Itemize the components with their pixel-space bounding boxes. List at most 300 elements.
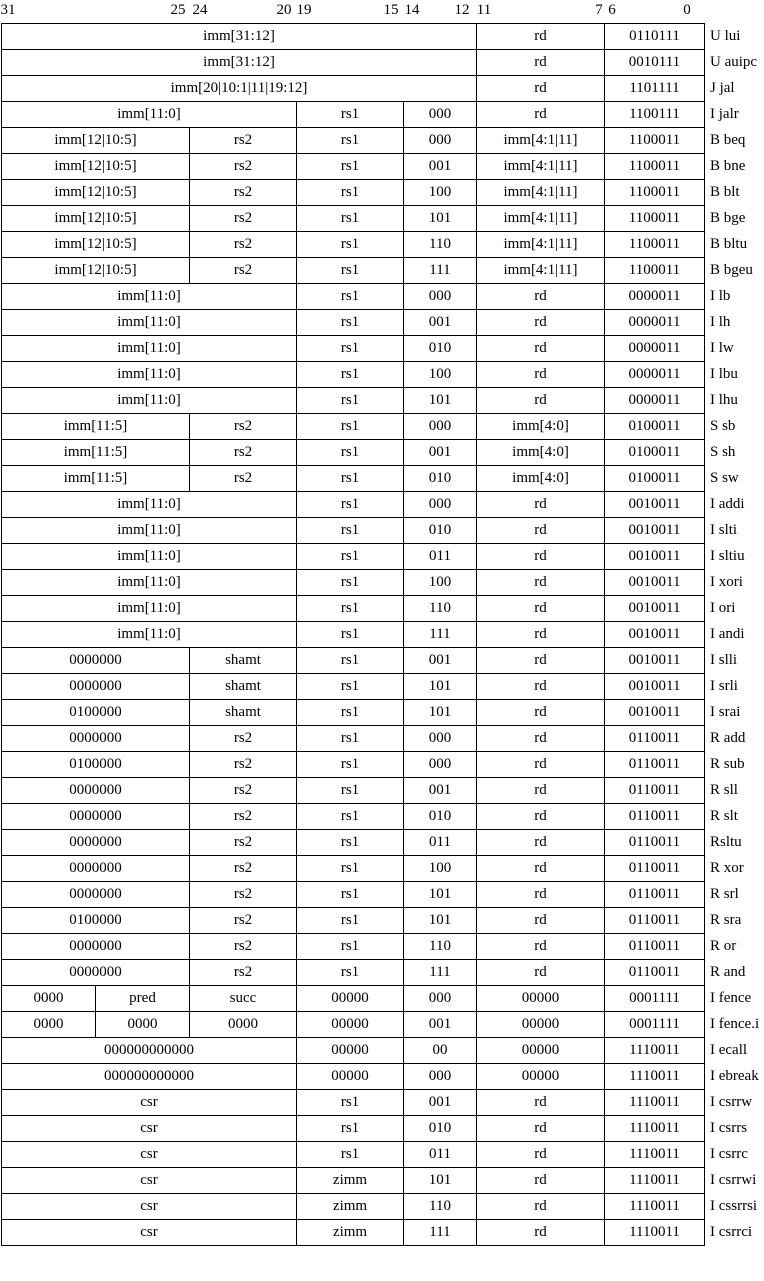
field-cell: 00000 <box>477 1012 605 1038</box>
field-cell: 0000011 <box>605 336 705 362</box>
bit-position-header <box>0 0 764 22</box>
field-cell: 101 <box>404 908 477 934</box>
field-cell: 000 <box>404 284 477 310</box>
instruction-name: I srli <box>710 678 738 694</box>
field-cell: rs1 <box>297 492 404 518</box>
bit-number: 12 <box>454 2 470 18</box>
field-cell: rs1 <box>297 102 404 128</box>
field-cell: 110 <box>404 596 477 622</box>
field-cell: 0100000 <box>2 700 190 726</box>
field-cell: imm[11:0] <box>2 570 297 596</box>
field-cell: 0000000 <box>2 674 190 700</box>
field-cell: imm[31:12] <box>2 24 477 50</box>
field-cell: 00000 <box>297 1038 404 1064</box>
field-cell: 000000000000 <box>2 1064 297 1090</box>
instruction-row <box>2 882 763 908</box>
field-cell: 001 <box>404 778 477 804</box>
field-cell: 0010011 <box>605 570 705 596</box>
field-cell: 1100011 <box>605 206 705 232</box>
instruction-row <box>2 1220 763 1246</box>
field-cell: 0010111 <box>605 50 705 76</box>
field-cell: imm[31:12] <box>2 50 477 76</box>
instruction-row <box>2 1168 763 1194</box>
field-cell: rs1 <box>297 648 404 674</box>
bit-number: 25 <box>170 2 186 18</box>
field-cell: 000 <box>404 102 477 128</box>
instruction-name: R sub <box>710 756 745 772</box>
field-cell: 1100011 <box>605 258 705 284</box>
field-cell: rs1 <box>297 362 404 388</box>
field-cell: 0000011 <box>605 362 705 388</box>
field-cell: imm[11:0] <box>2 518 297 544</box>
field-cell: imm[12|10:5] <box>2 154 190 180</box>
field-cell: rs1 <box>297 466 404 492</box>
field-cell: rd <box>477 622 605 648</box>
field-cell: rs2 <box>190 128 297 154</box>
instruction-name: I sltiu <box>710 548 745 564</box>
field-cell: 100 <box>404 362 477 388</box>
instruction-row <box>2 908 763 934</box>
field-cell: rs2 <box>190 856 297 882</box>
instruction-name: I slli <box>710 652 738 668</box>
field-cell: imm[12|10:5] <box>2 128 190 154</box>
field-cell: rs1 <box>297 180 404 206</box>
field-cell: imm[12|10:5] <box>2 232 190 258</box>
field-cell: 0000 <box>190 1012 297 1038</box>
field-cell: 0110011 <box>605 856 705 882</box>
field-cell: imm[11:0] <box>2 284 297 310</box>
field-cell: 001 <box>404 648 477 674</box>
field-cell: zimm <box>297 1168 404 1194</box>
instruction-name: B bgeu <box>710 262 753 278</box>
field-cell: 0000000 <box>2 648 190 674</box>
instruction-row <box>2 180 763 206</box>
field-cell: rd <box>477 908 605 934</box>
instruction-row <box>2 726 763 752</box>
field-cell: 0010011 <box>605 492 705 518</box>
field-cell: 010 <box>404 466 477 492</box>
field-cell: imm[11:0] <box>2 492 297 518</box>
field-cell: 0000000 <box>2 830 190 856</box>
field-cell: rs1 <box>297 128 404 154</box>
field-cell: 1110011 <box>605 1142 705 1168</box>
instruction-name: I csrrci <box>710 1224 753 1240</box>
field-cell: imm[11:0] <box>2 596 297 622</box>
field-cell: rs2 <box>190 466 297 492</box>
bit-number: 0 <box>683 2 691 18</box>
field-cell: 00000 <box>297 1064 404 1090</box>
field-cell: rs1 <box>297 414 404 440</box>
field-cell: 0100011 <box>605 440 705 466</box>
field-cell: rs2 <box>190 804 297 830</box>
field-cell: 000000000000 <box>2 1038 297 1064</box>
field-cell: rs2 <box>190 232 297 258</box>
field-cell: rs1 <box>297 258 404 284</box>
field-cell: csr <box>2 1090 297 1116</box>
instruction-name: B blt <box>710 184 740 200</box>
field-cell: 0010011 <box>605 544 705 570</box>
instruction-row <box>2 596 763 622</box>
field-cell: rd <box>477 1142 605 1168</box>
field-cell: rd <box>477 856 605 882</box>
field-cell: zimm <box>297 1194 404 1220</box>
field-cell: rs2 <box>190 934 297 960</box>
instruction-name: Rsltu <box>710 834 742 850</box>
instruction-row <box>2 1194 763 1220</box>
field-cell: 0110011 <box>605 830 705 856</box>
field-cell: imm[11:0] <box>2 310 297 336</box>
instruction-name: I addi <box>710 496 745 512</box>
field-cell: imm[4:1|11] <box>477 180 605 206</box>
field-cell: rs1 <box>297 804 404 830</box>
field-cell: imm[4:1|11] <box>477 206 605 232</box>
instruction-row <box>2 336 763 362</box>
field-cell: imm[20|10:1|11|19:12] <box>2 76 477 102</box>
field-cell: 0010011 <box>605 596 705 622</box>
field-cell: 101 <box>404 1168 477 1194</box>
field-cell: rd <box>477 960 605 986</box>
field-cell: rs1 <box>297 206 404 232</box>
instruction-name: S sh <box>710 444 736 460</box>
field-cell: 0010011 <box>605 700 705 726</box>
field-cell: rs1 <box>297 934 404 960</box>
instruction-row <box>2 414 763 440</box>
field-cell: rd <box>477 50 605 76</box>
field-cell: rs1 <box>297 544 404 570</box>
instruction-name: U auipc <box>710 54 758 70</box>
field-cell: rd <box>477 830 605 856</box>
field-cell: succ <box>190 986 297 1012</box>
instruction-row <box>2 102 763 128</box>
field-cell: 011 <box>404 1142 477 1168</box>
field-cell: 0000 <box>2 986 96 1012</box>
field-cell: 000 <box>404 726 477 752</box>
field-cell: csr <box>2 1194 297 1220</box>
instruction-name: I lh <box>710 314 731 330</box>
field-cell: 0100000 <box>2 752 190 778</box>
field-cell: 1100011 <box>605 154 705 180</box>
instruction-row <box>2 1116 763 1142</box>
field-cell: imm[4:1|11] <box>477 128 605 154</box>
field-cell: 0000000 <box>2 960 190 986</box>
field-cell: 100 <box>404 856 477 882</box>
instruction-row <box>2 440 763 466</box>
field-cell: rd <box>477 76 605 102</box>
field-cell: 1110011 <box>605 1090 705 1116</box>
field-cell: rd <box>477 804 605 830</box>
instruction-name: S sb <box>710 418 736 434</box>
instruction-name: R and <box>710 964 746 980</box>
field-cell: imm[4:1|11] <box>477 232 605 258</box>
field-cell: rd <box>477 596 605 622</box>
bit-number: 7 <box>595 2 603 18</box>
instruction-name: I csrrs <box>710 1120 748 1136</box>
field-cell: 0001111 <box>605 986 705 1012</box>
field-cell: rs2 <box>190 726 297 752</box>
instruction-row <box>2 752 763 778</box>
instruction-name: I fence <box>710 990 752 1006</box>
field-cell: rs2 <box>190 960 297 986</box>
field-cell: 1110011 <box>605 1194 705 1220</box>
instruction-name: I lb <box>710 288 731 304</box>
field-cell: rs1 <box>297 856 404 882</box>
field-cell: rs1 <box>297 570 404 596</box>
field-cell: 101 <box>404 674 477 700</box>
field-cell: rs1 <box>297 1142 404 1168</box>
field-cell: 00000 <box>297 986 404 1012</box>
field-cell: 110 <box>404 934 477 960</box>
field-cell: rd <box>477 336 605 362</box>
instruction-name: S sw <box>710 470 739 486</box>
field-cell: rs1 <box>297 440 404 466</box>
field-cell: 0110011 <box>605 778 705 804</box>
instruction-row <box>2 310 763 336</box>
field-cell: shamt <box>190 648 297 674</box>
instruction-row <box>2 674 763 700</box>
field-cell: 0000011 <box>605 388 705 414</box>
instruction-row <box>2 128 763 154</box>
field-cell: imm[11:0] <box>2 388 297 414</box>
field-cell: 000 <box>404 128 477 154</box>
field-cell: 0110011 <box>605 882 705 908</box>
field-cell: 0100011 <box>605 466 705 492</box>
field-cell: rs2 <box>190 440 297 466</box>
instruction-name: R sll <box>710 782 738 798</box>
instruction-name: J jal <box>710 80 735 96</box>
field-cell: imm[4:0] <box>477 440 605 466</box>
field-cell: imm[11:0] <box>2 544 297 570</box>
field-cell: 00000 <box>477 986 605 1012</box>
field-cell: csr <box>2 1220 297 1246</box>
field-cell: rs2 <box>190 206 297 232</box>
field-cell: 0000000 <box>2 726 190 752</box>
instruction-name: I csrrw <box>710 1094 753 1110</box>
instruction-row <box>2 1038 763 1064</box>
instruction-name: I lhu <box>710 392 738 408</box>
field-cell: 0000000 <box>2 882 190 908</box>
instruction-name: R slt <box>710 808 738 824</box>
instruction-name: I ecall <box>710 1042 748 1058</box>
field-cell: 111 <box>404 1220 477 1246</box>
field-cell: rd <box>477 1090 605 1116</box>
field-cell: 0110111 <box>605 24 705 50</box>
field-cell: 0110011 <box>605 726 705 752</box>
instruction-name: I andi <box>710 626 745 642</box>
field-cell: 1100011 <box>605 128 705 154</box>
field-cell: rs2 <box>190 414 297 440</box>
field-cell: 101 <box>404 700 477 726</box>
field-cell: rs2 <box>190 154 297 180</box>
field-cell: 0000 <box>96 1012 190 1038</box>
field-cell: rd <box>477 492 605 518</box>
instruction-row <box>2 1064 763 1090</box>
instruction-name: I jalr <box>710 106 739 122</box>
field-cell: rs1 <box>297 336 404 362</box>
field-cell: 1100011 <box>605 232 705 258</box>
field-cell: 000 <box>404 986 477 1012</box>
instruction-name: I srai <box>710 704 741 720</box>
field-cell: rs1 <box>297 674 404 700</box>
field-cell: rd <box>477 518 605 544</box>
field-cell: imm[12|10:5] <box>2 258 190 284</box>
field-cell: imm[11:0] <box>2 336 297 362</box>
bit-number: 24 <box>192 2 208 18</box>
instruction-name: I ori <box>710 600 736 616</box>
field-cell: rs1 <box>297 778 404 804</box>
instruction-row <box>2 76 763 102</box>
field-cell: 00000 <box>477 1064 605 1090</box>
field-cell: imm[4:1|11] <box>477 258 605 284</box>
instruction-row <box>2 388 763 414</box>
instruction-name: I lbu <box>710 366 738 382</box>
field-cell: 1110011 <box>605 1038 705 1064</box>
bit-number: 20 <box>276 2 292 18</box>
field-cell: rs2 <box>190 830 297 856</box>
field-cell: 0110011 <box>605 752 705 778</box>
field-cell: 0100011 <box>605 414 705 440</box>
field-cell: rd <box>477 674 605 700</box>
instruction-name: I csrrwi <box>710 1172 757 1188</box>
field-cell: imm[12|10:5] <box>2 180 190 206</box>
field-cell: 000 <box>404 1064 477 1090</box>
field-cell: shamt <box>190 674 297 700</box>
instruction-row <box>2 700 763 726</box>
field-cell: 011 <box>404 830 477 856</box>
field-cell: rs1 <box>297 1090 404 1116</box>
field-cell: 001 <box>404 1090 477 1116</box>
bit-number: 15 <box>383 2 399 18</box>
field-cell: 0110011 <box>605 960 705 986</box>
field-cell: rs2 <box>190 908 297 934</box>
instruction-row <box>2 544 763 570</box>
field-cell: 101 <box>404 206 477 232</box>
bit-number: 6 <box>608 2 616 18</box>
instruction-encoding-table <box>1 23 763 1246</box>
field-cell: rd <box>477 1168 605 1194</box>
field-cell: rs1 <box>297 882 404 908</box>
field-cell: shamt <box>190 700 297 726</box>
field-cell: 001 <box>404 440 477 466</box>
instruction-row <box>2 284 763 310</box>
instruction-row <box>2 1142 763 1168</box>
field-cell: zimm <box>297 1220 404 1246</box>
field-cell: 010 <box>404 336 477 362</box>
field-cell: rs2 <box>190 752 297 778</box>
field-cell: 110 <box>404 1194 477 1220</box>
bit-number: 14 <box>404 2 420 18</box>
field-cell: 0000000 <box>2 934 190 960</box>
instruction-row <box>2 856 763 882</box>
field-cell: 1110011 <box>605 1220 705 1246</box>
field-cell: 0000000 <box>2 778 190 804</box>
field-cell: rs2 <box>190 778 297 804</box>
field-cell: rs2 <box>190 882 297 908</box>
instruction-row <box>2 258 763 284</box>
field-cell: imm[11:0] <box>2 622 297 648</box>
field-cell: 000 <box>404 752 477 778</box>
field-cell: imm[4:0] <box>477 414 605 440</box>
field-cell: 111 <box>404 258 477 284</box>
field-cell: rd <box>477 544 605 570</box>
instruction-row <box>2 518 763 544</box>
field-cell: imm[11:0] <box>2 102 297 128</box>
field-cell: 0110011 <box>605 908 705 934</box>
instruction-name: R srl <box>710 886 739 902</box>
instruction-name: B bge <box>710 210 746 226</box>
field-cell: 0010011 <box>605 648 705 674</box>
field-cell: 001 <box>404 154 477 180</box>
field-cell: 111 <box>404 960 477 986</box>
field-cell: rd <box>477 24 605 50</box>
field-cell: 000 <box>404 492 477 518</box>
field-cell: 101 <box>404 882 477 908</box>
field-cell: imm[11:5] <box>2 414 190 440</box>
field-cell: rs1 <box>297 830 404 856</box>
field-cell: rs1 <box>297 518 404 544</box>
instruction-row <box>2 1012 763 1038</box>
instruction-name: I xori <box>710 574 743 590</box>
field-cell: rs1 <box>297 388 404 414</box>
instruction-name: B beq <box>710 132 746 148</box>
field-cell: 011 <box>404 544 477 570</box>
field-cell: rd <box>477 726 605 752</box>
field-cell: pred <box>96 986 190 1012</box>
field-cell: 1110011 <box>605 1168 705 1194</box>
field-cell: 0000011 <box>605 284 705 310</box>
field-cell: 010 <box>404 804 477 830</box>
field-cell: 0110011 <box>605 934 705 960</box>
field-cell: rd <box>477 570 605 596</box>
field-cell: 0000011 <box>605 310 705 336</box>
field-cell: rd <box>477 934 605 960</box>
field-cell: 111 <box>404 622 477 648</box>
instruction-row <box>2 492 763 518</box>
field-cell: 00 <box>404 1038 477 1064</box>
instruction-name: R xor <box>710 860 744 876</box>
instruction-row <box>2 50 763 76</box>
instruction-name: I lw <box>710 340 734 356</box>
field-cell: rs1 <box>297 908 404 934</box>
field-cell: 0001111 <box>605 1012 705 1038</box>
field-cell: rd <box>477 752 605 778</box>
instruction-row <box>2 24 763 50</box>
field-cell: rs2 <box>190 258 297 284</box>
field-cell: 0010011 <box>605 518 705 544</box>
field-cell: rs1 <box>297 960 404 986</box>
field-cell: rd <box>477 1220 605 1246</box>
field-cell: 010 <box>404 1116 477 1142</box>
field-cell: csr <box>2 1142 297 1168</box>
field-cell: 1100011 <box>605 180 705 206</box>
instruction-name: R sra <box>710 912 742 928</box>
field-cell: 010 <box>404 518 477 544</box>
field-cell: rd <box>477 882 605 908</box>
instruction-row <box>2 466 763 492</box>
field-cell: rs2 <box>190 180 297 206</box>
instruction-name: B bne <box>710 158 746 174</box>
instruction-name: I slti <box>710 522 738 538</box>
field-cell: rs1 <box>297 622 404 648</box>
instruction-name: I csrrc <box>710 1146 748 1162</box>
field-cell: 001 <box>404 310 477 336</box>
instruction-row <box>2 986 763 1012</box>
instruction-name: I ebreak <box>710 1068 759 1084</box>
field-cell: 1110011 <box>605 1064 705 1090</box>
field-cell: 0000000 <box>2 856 190 882</box>
field-cell: 001 <box>404 1012 477 1038</box>
instruction-row <box>2 154 763 180</box>
field-cell: csr <box>2 1116 297 1142</box>
